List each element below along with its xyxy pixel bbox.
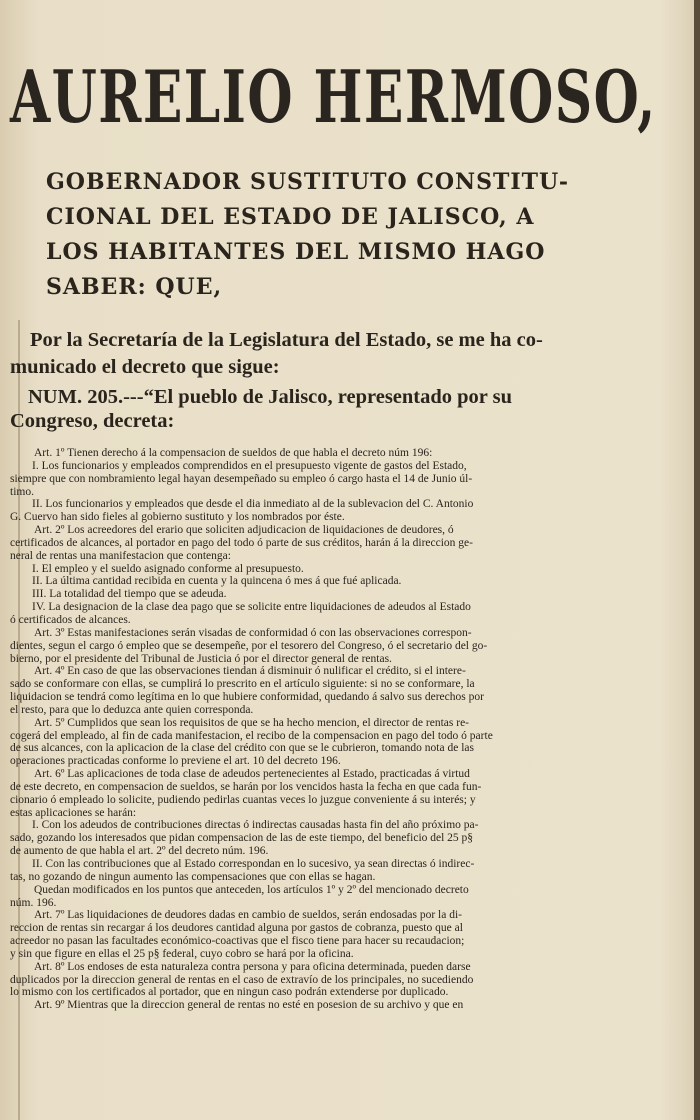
article-line: bierno, por el presidente del Tribunal de Justicia ó por el director general de rentas.	[10, 652, 392, 665]
article-line: estas aplicaciones se harán:	[10, 806, 137, 819]
article-line: duplicados por la direccion general de rentas en el caso de extravío de los principales, no sucediendo	[10, 973, 474, 986]
article-line: Quedan modificados en los puntos que anteceden, los artículos 1º y 2º del mencionado decreto	[34, 883, 469, 896]
article-line: cogerá del empleado, al fin de cada manifestacion, el recibo de la compensacion en pago del todo ó parte	[10, 729, 493, 742]
intro-paragraph	[10, 327, 630, 381]
article-line: tas, no gozando de ningun aumento las compensaciones que con ellas se hagan.	[10, 870, 376, 883]
heading-line: CIONAL DEL ESTADO DE JALISCO, A	[46, 204, 535, 230]
article-line: de este decreto, en compensacion de sueldos, se harán por los vencidos hasta la fecha en que cada fun-	[10, 780, 482, 793]
article-line: IV. La designacion de la clase dea pago que se solicite entre liquidaciones de adeudos al Estado	[32, 601, 471, 614]
governor-heading	[46, 165, 636, 305]
article-line: reccion de rentas sin recargar á los deudores cantidad alguna por gastos de cobranza, puesto que al	[10, 922, 463, 935]
page-edge-shadow	[694, 0, 700, 1120]
article-line: timo.	[10, 485, 34, 498]
article-line: I. Los funcionarios y empleados comprendidos en el presupuesto vigente de gastos del Estado,	[32, 459, 467, 472]
article-line: el resto, para que lo deduzca ante quien corresponda.	[10, 703, 254, 716]
decree-heading	[10, 385, 630, 433]
article-line: I. Con los adeudos de contribuciones directas ó indirectas causadas hasta fin del año próximo pa-	[32, 819, 479, 832]
article-line: operaciones practicadas conforme lo previene el art. 10 del decreto 196.	[10, 755, 341, 768]
article-line: Art. 3º Estas manifestaciones serán visadas de conformidad ó con las observaciones correspon-	[34, 626, 472, 639]
article-line: siempre que con nombramiento legal hayan desempeñado su empleo ó cargo hasta el 14 de Junio úl-	[10, 472, 473, 485]
article-line: neral de rentas una manifestacion que contenga:	[10, 549, 231, 562]
decree-line: Congreso, decreta:	[10, 410, 175, 432]
article-line: de sus alcances, con la aplicacion de la clase del crédito con que se le cubrieron, tomando nota de las	[10, 742, 474, 755]
article-line: III. La totalidad del tiempo que se adeuda.	[32, 588, 227, 601]
article-line: Art. 7º Las liquidaciones de deudores dadas en cambio de sueldos, serán endosadas por la di-	[34, 909, 462, 922]
intro-line: Por la Secretaría de la Legislatura del Estado, se me ha co-	[30, 329, 543, 351]
article-line: Art. 8º Los endoses de esta naturaleza contra persona y para oficina determinada, pueden darse	[34, 960, 471, 973]
article-line: Art. 6º Las aplicaciones de toda clase de adeudos pertenecientes al Estado, practicadas á virtud	[34, 768, 470, 781]
article-line: II. Los funcionarios y empleados que desde el dia inmediato al de la sublevacion del C. Antonio	[32, 498, 474, 511]
decree-articles	[10, 447, 628, 1012]
article-line: ó certificados de alcances.	[10, 613, 131, 626]
article-line: Art. 2º Los acreedores del erario que soliciten adjudicacion de liquidaciones de deudores, ó	[34, 524, 454, 537]
article-line: G. Cuervo han sido fieles al gobierno sustituto y los nombrados por éste.	[10, 511, 345, 524]
article-line: Art. 1º Tienen derecho á la compensacion de sueldos de que habla el decreto núm 196:	[34, 447, 433, 459]
article-line: de aumento de que habla el art. 2º del decreto núm. 196.	[10, 845, 269, 858]
article-line: II. Con las contribuciones que al Estado correspondan en lo sucesivo, ya sean directas ó indirec-	[32, 858, 475, 870]
article-line: liquidacion se tendrá como legítima en lo que hubiere conformidad, quedando á salvo sus derechos por	[10, 691, 484, 704]
article-line: certificados de alcances, al portador en pago del todo ó parte de sus créditos, harán á la direccion ge-	[10, 536, 473, 549]
heading-line: LOS HABITANTES DEL MISMO HAGO	[46, 239, 546, 265]
intro-line: municado el decreto que sigue:	[10, 356, 280, 378]
article-line: acreedor no pasan las facultades económico-coactivas que el fisco tiene para hacer su recaudacion;	[10, 935, 465, 948]
article-line: II. La última cantidad recibida en cuenta y la quincena ó mes á que fué aplicada.	[32, 575, 402, 588]
decree-line: NUM. 205.---“El pueblo de Jalisco, representado por su	[28, 386, 513, 408]
heading-line: GOBERNADOR SUSTITUTO CONSTITU-	[46, 169, 569, 195]
article-line: núm. 196.	[10, 896, 57, 909]
article-line: cionario ó empleado lo solicite, pudiendo pedirlas cuantas veces lo juzgue conveniente á su interés; y	[10, 793, 476, 806]
article-line: Art. 5º Cumplidos que sean los requisitos de que se ha hecho mencion, el director de rentas re-	[34, 716, 470, 729]
heading-line: SABER: QUE,	[46, 274, 223, 300]
document-title: AURELIO HERMOSO,	[10, 54, 657, 139]
article-line: lo mismo con los certificados al portador, que en ningun caso podrán extenderse por duplicado.	[10, 986, 449, 999]
article-line: Art. 9º Mientras que la direccion general de rentas no esté en posesion de su archivo y que en	[34, 999, 464, 1012]
article-line: Art. 4º En caso de que las observaciones tiendan á disminuir ó nulificar el crédito, si el intere-	[34, 665, 466, 678]
article-line: y sin que figure en ellas el 25 p§ federal, cuyo cobro se hará por la oficina.	[10, 947, 354, 960]
article-line: sado, gozando los interesados que pidan compensacion de las de este tiempo, del beneficio del 25 p§	[10, 832, 474, 845]
article-line: I. El empleo y el sueldo asignado conforme al presupuesto.	[32, 562, 304, 575]
article-line: sado se conformare con ellas, se cumplirá lo prescrito en el artículo siguiente: si no se conformare, la	[10, 678, 475, 691]
article-line: dientes, segun el cargo ó empleo que se desempeñe, por el tesorero del Congreso, ó el secretario del go-	[10, 639, 488, 652]
